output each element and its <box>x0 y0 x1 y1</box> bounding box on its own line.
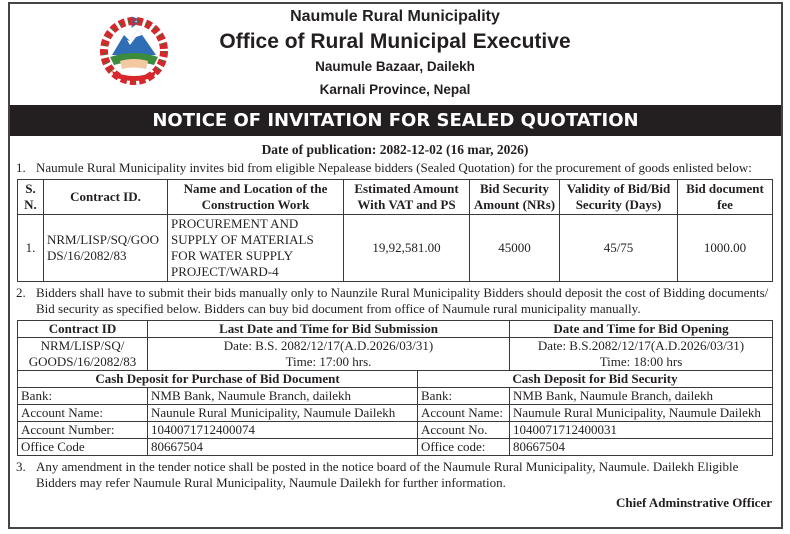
header-validity: Validity of Bid/Bid Security (Days) <box>560 180 678 215</box>
doc-label: Account Name: <box>18 405 148 422</box>
header-sn: S. N. <box>18 180 44 215</box>
paragraph-2-number: 2. <box>16 285 26 300</box>
table-row <box>18 388 773 405</box>
cell-validity: 45/75 <box>560 215 678 282</box>
schedule-header-row <box>18 321 773 338</box>
doc-label: Bank: <box>18 388 148 405</box>
header-work: Name and Location of the Construction Work <box>168 180 344 215</box>
doc-deposit-title: Cash Deposit for Purchase of Bid Document <box>18 371 418 388</box>
schedule-row <box>18 338 773 371</box>
table-row <box>18 215 773 282</box>
sec-label: Bank: <box>418 388 510 405</box>
header-estimated: Estimated Amount With VAT and PS <box>344 180 470 215</box>
header-contract-id: Contract ID <box>18 321 148 338</box>
contract-id-line-1: NRM/LISP/SQ/ <box>40 338 125 353</box>
paragraph-1-text: Naumule Rural Municipality invites bid from eligible Nepalease bidders (Sealed Quotation) for the procurement of goods enlisted below: <box>36 160 752 175</box>
cell-sn: 1. <box>18 215 44 282</box>
opening-time: Time: 18:00 hrs <box>599 354 683 369</box>
paragraph-3-line-1: Any amendment in the tender notice shall be posted in the notice board of the Naumule Rural Municipality, Naumule. Dailekh Eligible <box>36 459 739 474</box>
cell-estimated: 19,92,581.00 <box>344 215 470 282</box>
submission-cell <box>148 338 510 371</box>
sec-value: 1040071712400031 <box>510 422 773 439</box>
signatory: Chief Adminstrative Officer <box>616 495 772 510</box>
doc-value: 1040071712400074 <box>148 422 418 439</box>
publication-date: Date of publication: 2082-12-02 (16 mar, 2026) <box>261 142 529 157</box>
paragraph-3-number: 3. <box>16 459 26 474</box>
paragraph-2 <box>16 285 774 317</box>
schedule-contract-id <box>18 338 148 371</box>
notice-body <box>16 160 774 511</box>
cell-contract-id: NRM/LISP/SQ/GOODS/16/2082/83 <box>44 215 168 282</box>
notice-title: NOTICE OF INVITATION FOR SEALED QUOTATION <box>10 105 781 136</box>
sec-label: Account No. <box>418 422 510 439</box>
submission-date: Date: B.S. 2082/12/17(A.D.2026/03/31) <box>223 338 434 353</box>
sec-label: Office code: <box>418 439 510 456</box>
table-row <box>18 405 773 422</box>
deposit-table <box>17 320 773 456</box>
sec-value: Naumule Rural Municipality, Naumule Dailekh <box>510 405 773 422</box>
header-security: Bid Security Amount (NRs) <box>470 180 560 215</box>
table-row <box>18 439 773 456</box>
doc-value: NMB Bank, Naumule Branch, dailekh <box>148 388 418 405</box>
cell-work: PROCUREMENT AND SUPPLY OF MATERIALS FOR WATER SUPPLY PROJECT/WARD-4 <box>168 215 344 282</box>
header-fee: Bid document fee <box>678 180 773 215</box>
paragraph-3-line-2: Bidders may refer Naumule Rural Municipality, Naumule Dailekh for further information. <box>36 475 506 490</box>
sec-value: 80667504 <box>510 439 773 456</box>
header-contract-id: Contract ID. <box>44 180 168 215</box>
contract-table-header <box>18 180 773 215</box>
deposit-title-row <box>18 371 773 388</box>
paragraph-1-number: 1. <box>16 160 26 175</box>
doc-label: Office Code <box>18 439 148 456</box>
doc-value: 80667504 <box>148 439 418 456</box>
header-opening: Date and Time for Bid Opening <box>510 321 773 338</box>
sec-value: NMB Bank, Naumule Branch, dailekh <box>510 388 773 405</box>
submission-time: Time: 17:00 hrs. <box>285 354 372 369</box>
doc-label: Account Number: <box>18 422 148 439</box>
paragraph-2-line-1: Bidders shall have to submit their bids manually only to Naunzile Rural Municipality Bidders should deposit the cost of Bidding documents/ <box>36 285 769 300</box>
contract-table <box>17 179 773 282</box>
doc-value: Naunule Rural Municipality, Naumule Dailekh <box>148 405 418 422</box>
contract-id-line-2: GOODS/16/2082/83 <box>28 354 137 369</box>
paragraph-3 <box>16 459 774 491</box>
sec-label: Account Name: <box>418 405 510 422</box>
header-submission: Last Date and Time for Bid Submission <box>148 321 510 338</box>
opening-date: Date: B.S.2082/12/17(A.D.2026/03/31) <box>537 338 745 353</box>
paragraph-2-line-2: Bid security as specified below. Bidders can buy bid document from office of Naumule rural municipality manually. <box>36 301 641 316</box>
security-deposit-title: Cash Deposit for Bid Security <box>418 371 773 388</box>
address-line-1: Naumule Bazaar, Dailekh <box>315 59 475 74</box>
address-line-2: Karnali Province, Nepal <box>319 82 471 97</box>
cell-fee: 1000.00 <box>678 215 773 282</box>
cell-security: 45000 <box>470 215 560 282</box>
municipality-name: Naumule Rural Municipality <box>290 8 500 25</box>
office-name: Office of Rural Municipal Executive <box>219 30 571 53</box>
paragraph-1 <box>16 160 774 176</box>
table-row <box>18 422 773 439</box>
opening-cell <box>510 338 773 371</box>
